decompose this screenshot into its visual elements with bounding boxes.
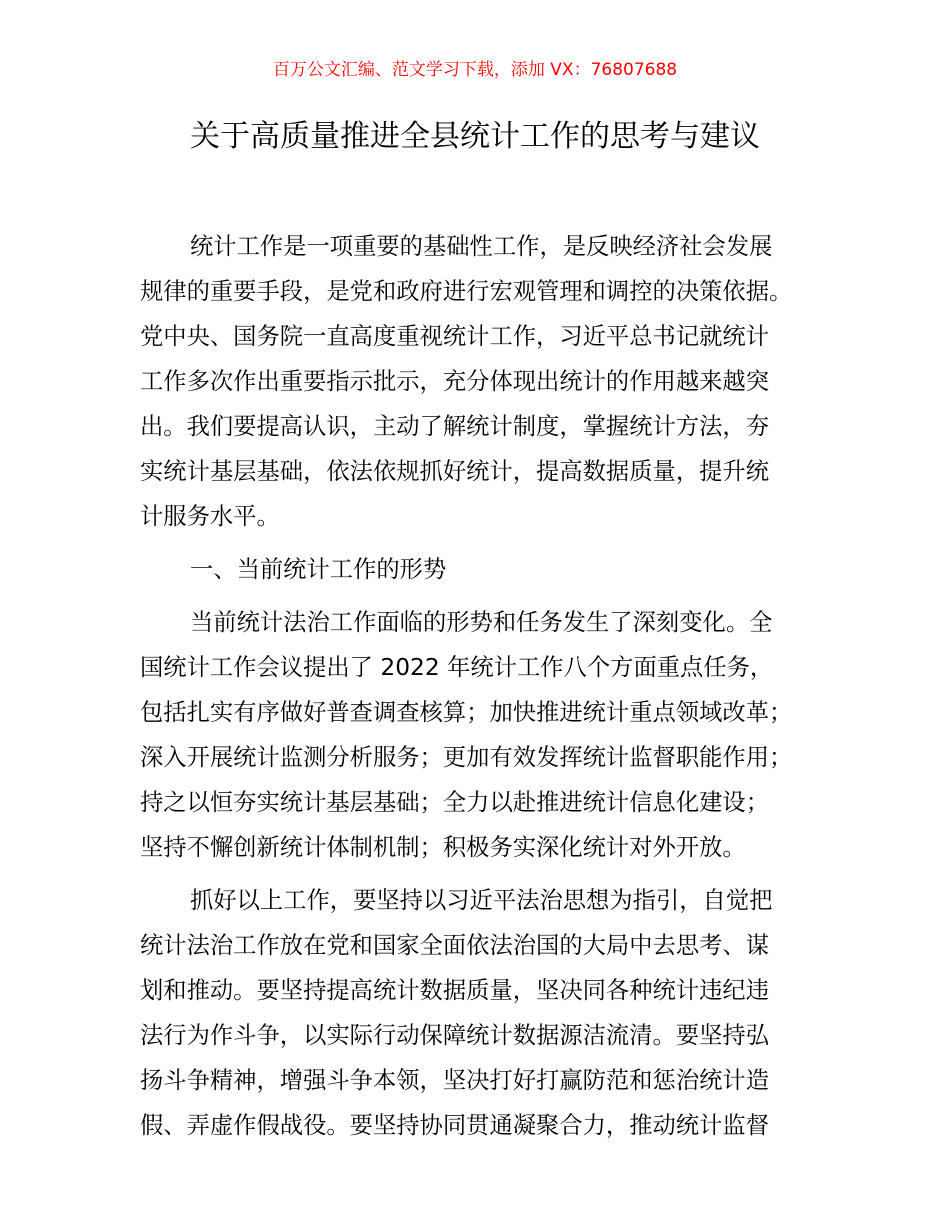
paragraph-line: 出。我们要提高认识，主动了解统计制度，掌握统计方法，夯 (140, 413, 770, 440)
paragraph-line: 假、弄虚作假战役。要坚持协同贯通凝聚合力，推动统计监督 (140, 1112, 770, 1139)
paragraph-line: 扬斗争精神，增强斗争本领，坚决打好打赢防范和惩治统计造 (140, 1067, 770, 1094)
watermark-banner: 百万公文汇编、范文学习下载，添加 VX：76807688 (272, 60, 678, 80)
paragraph-line: 实统计基层基础，依法依规抓好统计，提高数据质量，提升统 (140, 458, 770, 485)
paragraph (140, 878, 832, 1148)
paragraph-line: 抓好以上工作，要坚持以习近平法治思想为指引，自觉把 (190, 887, 773, 914)
paragraph-line: 当前统计法治工作面临的形势和任务发生了深刻变化。全 (190, 609, 773, 636)
paragraph-line: 工作多次作出重要指示批示，充分体现出统计的作用越来越突 (140, 368, 770, 395)
paragraph-line: 计服务水平。 (140, 503, 280, 530)
paragraph-line: 坚持不懈创新统计体制机制；积极务实深化统计对外开放。 (140, 834, 746, 861)
paragraph-line: 划和推动。要坚持提高统计数据质量，坚决同各种统计违纪违 (140, 977, 770, 1004)
section-heading-text: 一、当前统计工作的形势 (190, 556, 447, 583)
paragraph-line: 国统计工作会议提出了 2022 年统计工作八个方面重点任务， (140, 654, 774, 681)
paragraph-line: 统计法治工作放在党和国家全面依法治国的大局中去思考、谋 (140, 932, 770, 959)
paragraph-line: 包括扎实有序做好普查调查核算；加快推进统计重点领域改革； (140, 699, 793, 726)
paragraph-line: 持之以恒夯实统计基层基础；全力以赴推进统计信息化建设； (140, 789, 770, 816)
paragraph-line: 党中央、国务院一直高度重视统计工作，习近平总书记就统计 (140, 323, 770, 350)
paragraph-line: 深入开展统计监测分析服务；更加有效发挥统计监督职能作用； (140, 744, 793, 771)
section-heading (140, 547, 832, 592)
paragraph (140, 600, 832, 870)
paragraph-line: 统计工作是一项重要的基础性工作，是反映经济社会发展 (190, 233, 773, 260)
paragraph (140, 224, 832, 539)
document-body (140, 224, 832, 1148)
document-title: 关于高质量推进全县统计工作的思考与建议 (190, 119, 760, 154)
paragraph-line: 法行为作斗争，以实际行动保障统计数据源洁流清。要坚持弘 (140, 1022, 770, 1049)
paragraph-line: 规律的重要手段，是党和政府进行宏观管理和调控的决策依据。 (140, 278, 793, 305)
